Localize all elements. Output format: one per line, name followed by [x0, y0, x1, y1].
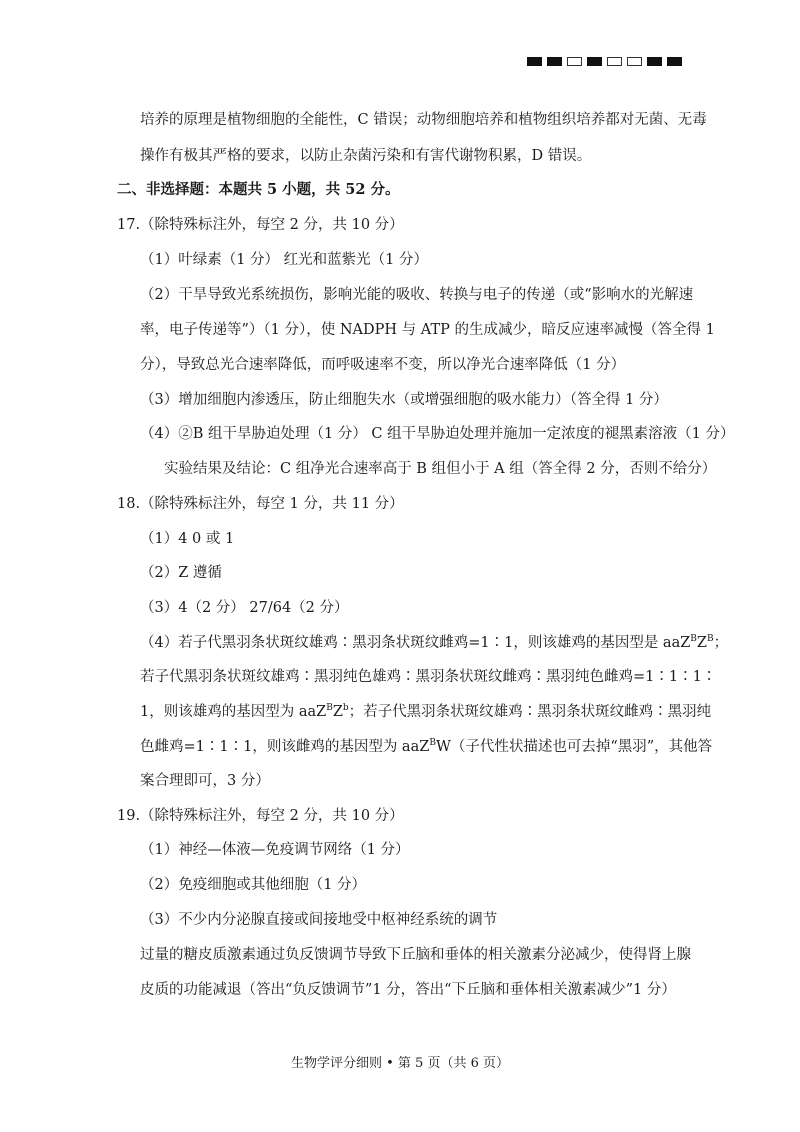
header-mark — [607, 57, 622, 66]
text-line: 若子代黑羽条状斑纹雄鸡∶黑羽纯色雄鸡∶黑羽条状斑纹雌鸡∶黑羽纯色雌鸡=1∶1∶1∶ — [140, 669, 717, 685]
text-line: （4）若子代黑羽条状斑纹雄鸡∶黑羽条状斑纹雌鸡=1∶1，则该雄鸡的基因型是 $aaZ^BZ^B$； — [140, 634, 729, 651]
header-marks — [527, 57, 682, 66]
text-line: 19.（除特殊标注外，每空 2 分，共 10 分） — [117, 808, 404, 824]
text-line: 18.（除特殊标注外，每空 1 分，共 11 分） — [117, 496, 404, 512]
header-mark — [567, 57, 582, 66]
text-line: （4）②B 组干旱胁迫处理（1 分） C 组干旱胁迫处理并施加一定浓度的褪黑素溶液（1 分） — [140, 426, 735, 442]
text-line: （2）干旱导致光系统损伤，影响光能的吸收、转换与电子的传递（或“影响水的光解速 — [140, 287, 694, 303]
text-line: （2）免疫细胞或其他细胞（1 分） — [140, 877, 367, 893]
text-line: 案合理即可，3 分） — [140, 773, 270, 789]
text-line: 17.（除特殊标注外，每空 2 分，共 10 分） — [117, 217, 404, 233]
text-line: 色雌鸡=1∶1∶1，则该雌鸡的基因型为 aaZ$^B$W（子代性状描述也可去掉“黑羽”，其他答 — [140, 738, 713, 755]
text-line: 过量的糖皮质激素通过负反馈调节导致下丘脑和垂体的相关激素分泌减少，使得肾上腺 — [140, 947, 691, 963]
text-line: （3）增加细胞内渗透压，防止细胞失水（或增强细胞的吸水能力）（答全得 1 分） — [140, 392, 668, 408]
header-mark — [547, 57, 562, 66]
text-line: 实验结果及结论：C 组净光合速率高于 B 组但小于 A 组（答全得 2 分，否则不给分） — [164, 461, 717, 477]
text-line: 1，则该雄鸡的基因型为 $aaZ^BZ^b$；若子代黑羽条状斑纹雄鸡∶黑羽条状斑纹雌鸡∶黑羽纯 — [140, 703, 712, 720]
text-line: 培养的原理是植物细胞的全能性，C 错误；动物细胞培养和植物组织培养都对无菌、无毒 — [140, 112, 707, 128]
text-line: （3）4（2 分） 27/64（2 分） — [140, 600, 349, 616]
text-line: 二、非选择题：本题共 5 小题，共 52 分。 — [117, 181, 400, 198]
header-mark — [667, 57, 682, 66]
header-mark — [647, 57, 662, 66]
text-line: （1）叶绿素（1 分） 红光和蓝紫光（1 分） — [140, 252, 429, 268]
text-line: 分），导致总光合速率降低，而呼吸速率不变，所以净光合速率降低（1 分） — [140, 357, 626, 373]
header-mark — [527, 57, 542, 66]
page-footer: 生物学评分细则 • 第 5 页（共 6 页） — [290, 1056, 509, 1071]
header-mark — [587, 57, 602, 66]
text-line: 率，电子传递等”）（1 分），使 NADPH 与 ATP 的生成减少，暗反应速率减慢（答全得 1 — [140, 322, 715, 338]
text-line: 操作有极其严格的要求，以防止杂菌污染和有害代谢物积累，D 错误。 — [140, 148, 592, 164]
header-mark — [627, 57, 642, 66]
text-line: （1）神经—体液—免疫调节网络（1 分） — [140, 842, 410, 858]
text-line: （2）Z 遵循 — [140, 565, 222, 581]
text-line: （1）4 0 或 1 — [140, 531, 235, 547]
text-line: （3）不少内分泌腺直接或间接地受中枢神经系统的调节 — [140, 912, 498, 928]
text-line: 皮质的功能减退（答出“负反馈调节”1 分，答出“下丘脑和垂体相关激素减少”1 分） — [140, 982, 676, 998]
